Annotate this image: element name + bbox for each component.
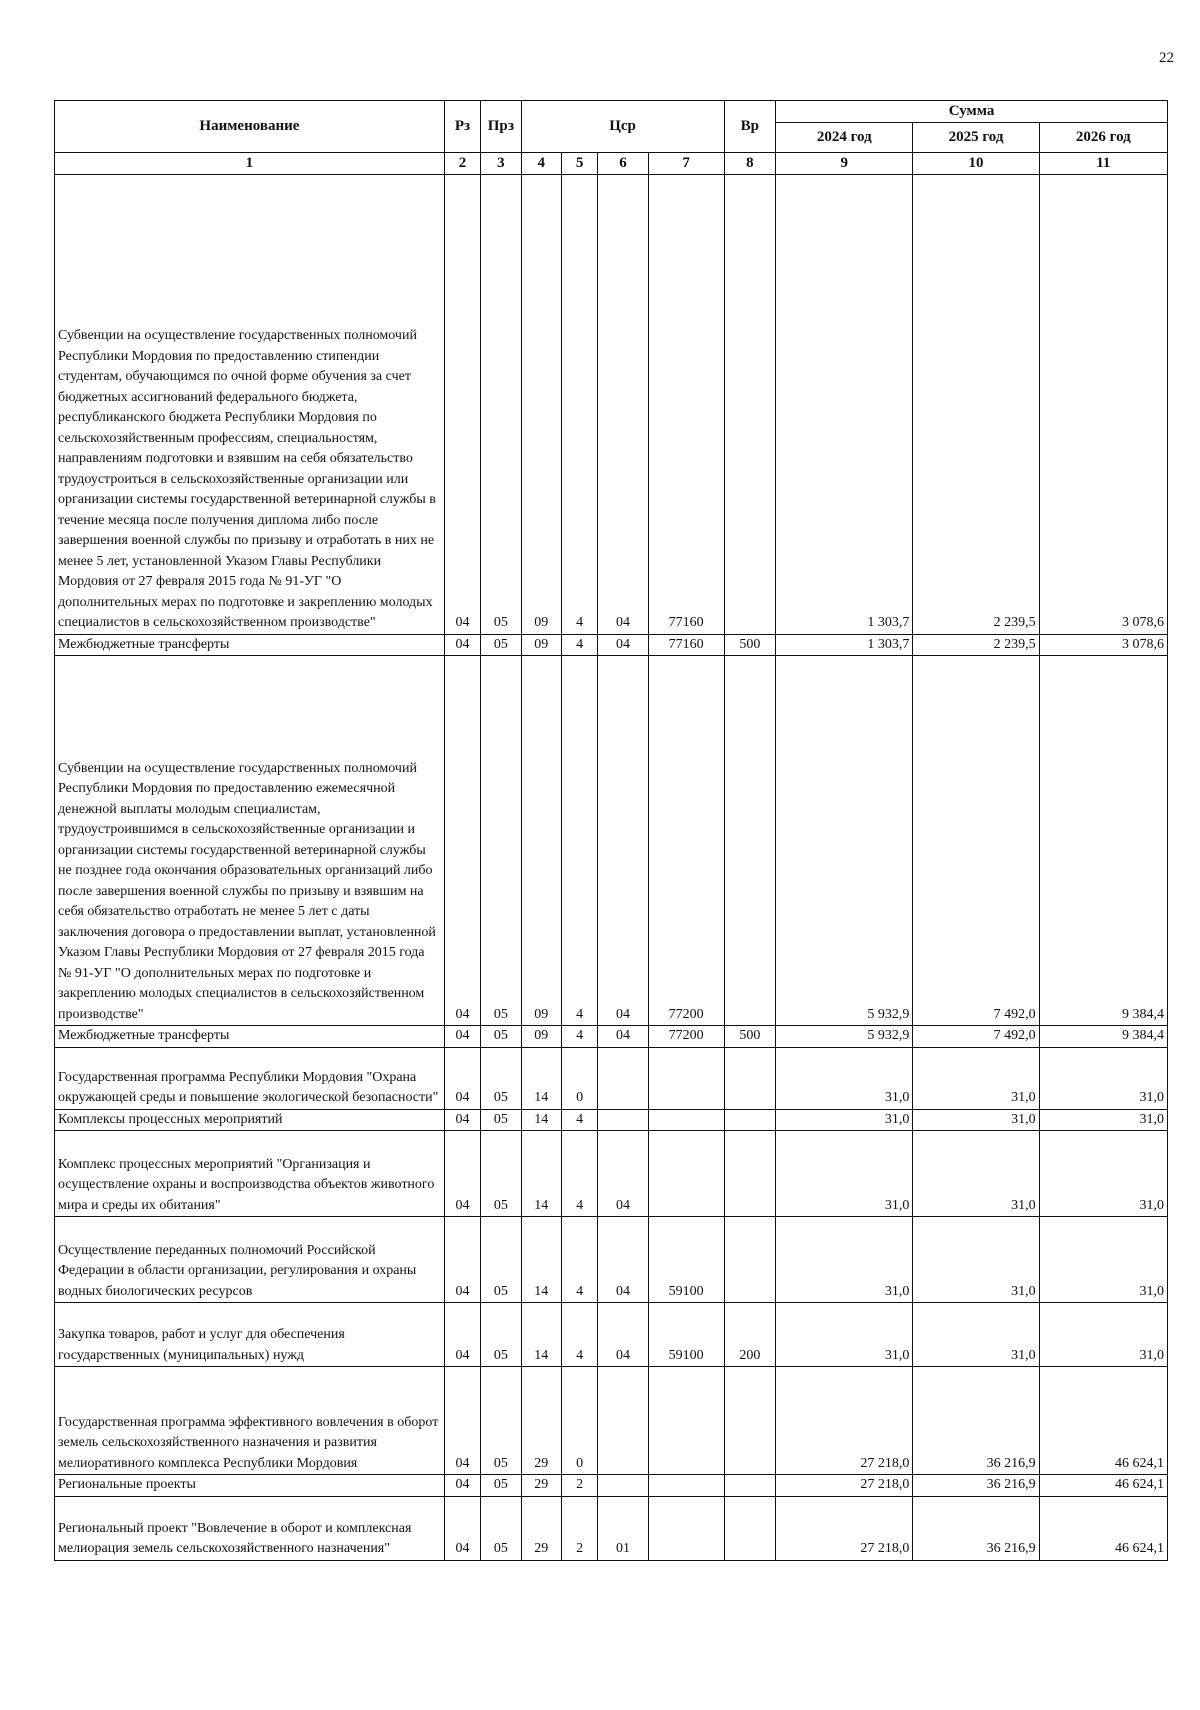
row-name-cell: Государственная программа эффективного вовлечения в оборот земель сельскохозяйственного назначения и развития мелиоративного комплекса Республики Мордовия (55, 1367, 445, 1475)
table-row (55, 1109, 1168, 1131)
row-name-cell: Межбюджетные трансферты (55, 1026, 445, 1048)
page-number: 22 (1159, 50, 1174, 66)
table-row (55, 1026, 1168, 1048)
budget-table (54, 100, 1168, 1561)
csr-part1-cell: 29 (521, 1475, 561, 1497)
table-row (55, 634, 1168, 656)
row-name-cell: Региональные проекты (55, 1475, 445, 1497)
amount-2025-cell: 2 239,5 (913, 634, 1039, 656)
csr-part1-cell: 09 (521, 634, 561, 656)
amount-2024-cell: 27 218,0 (776, 1496, 913, 1560)
csr-part2-cell: 4 (561, 174, 597, 634)
header-vr: Вр (724, 101, 776, 153)
prz-cell: 05 (481, 1367, 521, 1475)
csr-part2-cell: 0 (561, 1367, 597, 1475)
csr-part1-cell: 29 (521, 1496, 561, 1560)
csr-part1-cell: 09 (521, 1026, 561, 1048)
csr-part1-cell: 29 (521, 1367, 561, 1475)
amount-2024-cell: 5 932,9 (776, 656, 913, 1026)
column-index: 10 (913, 153, 1039, 175)
csr-part2-cell: 4 (561, 1026, 597, 1048)
amount-2025-cell: 31,0 (913, 1047, 1039, 1109)
column-index: 2 (444, 153, 480, 175)
amount-2025-cell: 2 239,5 (913, 174, 1039, 634)
amount-2025-cell: 31,0 (913, 1303, 1039, 1367)
amount-2026-cell: 31,0 (1039, 1303, 1167, 1367)
csr-code-cell (648, 1131, 724, 1217)
csr-part3-cell (598, 1047, 648, 1109)
header-year-2024: 2024 год (776, 123, 913, 153)
vr-cell: 500 (724, 1026, 776, 1048)
column-index: 3 (481, 153, 521, 175)
header-sum: Сумма (776, 101, 1168, 123)
prz-cell: 05 (481, 1131, 521, 1217)
rz-cell: 04 (444, 1217, 480, 1303)
header-year-2025: 2025 год (913, 123, 1039, 153)
column-index: 7 (648, 153, 724, 175)
rz-cell: 04 (444, 1109, 480, 1131)
csr-part1-cell: 09 (521, 174, 561, 634)
csr-code-cell (648, 1367, 724, 1475)
row-name-cell: Комплекс процессных мероприятий "Организация и осуществление охраны и воспроизводства объектов животного мира и среды их обитания" (55, 1131, 445, 1217)
row-name-cell: Осуществление переданных полномочий Российской Федерации в области организации, регулирования и охраны водных биологических ресурсов (55, 1217, 445, 1303)
csr-part3-cell (598, 1475, 648, 1497)
vr-cell (724, 1475, 776, 1497)
amount-2025-cell: 31,0 (913, 1217, 1039, 1303)
csr-part3-cell: 04 (598, 1131, 648, 1217)
rz-cell: 04 (444, 1047, 480, 1109)
prz-cell: 05 (481, 1496, 521, 1560)
csr-code-cell (648, 1475, 724, 1497)
amount-2026-cell: 3 078,6 (1039, 634, 1167, 656)
table-row (55, 1217, 1168, 1303)
csr-part3-cell: 04 (598, 174, 648, 634)
rz-cell: 04 (444, 1496, 480, 1560)
prz-cell: 05 (481, 634, 521, 656)
row-name-cell: Закупка товаров, работ и услуг для обеспечения государственных (муниципальных) нужд (55, 1303, 445, 1367)
row-name-cell: Государственная программа Республики Мордовия "Охрана окружающей среды и повышение экологической безопасности" (55, 1047, 445, 1109)
csr-code-cell: 77200 (648, 1026, 724, 1048)
table-row (55, 1475, 1168, 1497)
vr-cell (724, 656, 776, 1026)
prz-cell: 05 (481, 1475, 521, 1497)
row-name-cell: Комплексы процессных мероприятий (55, 1109, 445, 1131)
table-row (55, 1131, 1168, 1217)
prz-cell: 05 (481, 1047, 521, 1109)
csr-code-cell: 59100 (648, 1303, 724, 1367)
vr-cell (724, 1367, 776, 1475)
row-name-cell: Межбюджетные трансферты (55, 634, 445, 656)
vr-cell (724, 174, 776, 634)
csr-part2-cell: 2 (561, 1496, 597, 1560)
csr-part2-cell: 0 (561, 1047, 597, 1109)
amount-2026-cell: 9 384,4 (1039, 1026, 1167, 1048)
amount-2025-cell: 36 216,9 (913, 1475, 1039, 1497)
header-name: Наименование (55, 101, 445, 153)
rz-cell: 04 (444, 1475, 480, 1497)
table-body (55, 174, 1168, 1560)
amount-2025-cell: 31,0 (913, 1109, 1039, 1131)
row-name-cell: Субвенции на осуществление государственных полномочий Республики Мордовия по предоставлению ежемесячной денежной выплаты молодым специалистам, трудоустроившимся в сельскохозяйственные организации и организации системы государственной ветеринарной службы не позднее года окончания образовательных организаций либо после завершения военной службы по призыву и взявшим на себя обязательство отработать не менее 5 лет с даты заключения договора о предоставлении выплат, установленной Указом Главы Республики Мордовия от 27 февраля 2015 года № 91-УГ "О дополнительных мерах по подготовке и закреплению молодых специалистов в сельскохозяйственном производстве" (55, 656, 445, 1026)
amount-2025-cell: 7 492,0 (913, 656, 1039, 1026)
amount-2026-cell: 46 624,1 (1039, 1475, 1167, 1497)
vr-cell: 500 (724, 634, 776, 656)
vr-cell (724, 1047, 776, 1109)
prz-cell: 05 (481, 174, 521, 634)
rz-cell: 04 (444, 1303, 480, 1367)
csr-part3-cell: 04 (598, 1303, 648, 1367)
amount-2024-cell: 27 218,0 (776, 1367, 913, 1475)
prz-cell: 05 (481, 1109, 521, 1131)
csr-part2-cell: 4 (561, 634, 597, 656)
vr-cell (724, 1109, 776, 1131)
prz-cell: 05 (481, 1217, 521, 1303)
prz-cell: 05 (481, 1026, 521, 1048)
header-prz: Прз (481, 101, 521, 153)
column-index: 6 (598, 153, 648, 175)
amount-2024-cell: 31,0 (776, 1217, 913, 1303)
amount-2026-cell: 31,0 (1039, 1109, 1167, 1131)
column-index: 11 (1039, 153, 1167, 175)
csr-part2-cell: 4 (561, 1131, 597, 1217)
column-index: 5 (561, 153, 597, 175)
rz-cell: 04 (444, 656, 480, 1026)
csr-part2-cell: 4 (561, 1303, 597, 1367)
amount-2024-cell: 27 218,0 (776, 1475, 913, 1497)
csr-part3-cell: 04 (598, 634, 648, 656)
csr-part3-cell (598, 1367, 648, 1475)
csr-part1-cell: 14 (521, 1047, 561, 1109)
amount-2026-cell: 31,0 (1039, 1131, 1167, 1217)
amount-2026-cell: 3 078,6 (1039, 174, 1167, 634)
csr-code-cell: 59100 (648, 1217, 724, 1303)
column-index: 8 (724, 153, 776, 175)
column-index: 9 (776, 153, 913, 175)
csr-code-cell: 77160 (648, 174, 724, 634)
csr-code-cell (648, 1047, 724, 1109)
csr-part3-cell (598, 1109, 648, 1131)
csr-code-cell: 77200 (648, 656, 724, 1026)
amount-2025-cell: 7 492,0 (913, 1026, 1039, 1048)
table-row (55, 1367, 1168, 1475)
header-csr: Цср (521, 101, 724, 153)
row-name-cell: Субвенции на осуществление государственных полномочий Республики Мордовия по предоставлению стипендии студентам, обучающимся по очной форме обучения за счет бюджетных ассигнований федерального бюджета, республиканского бюджета Республики Мордовия по сельскохозяйственным профессиям, специальностям, направлениям подготовки и взявшим на себя обязательство трудоустроиться в сельскохозяйственные организации или организации системы государственной ветеринарной службы в течение месяца после получения диплома либо после завершения военной службы по призыву и отработать в них не менее 5 лет, установленной Указом Главы Республики Мордовия от 27 февраля 2015 года № 91-УГ "О дополнительных мерах по подготовке и закреплению молодых специалистов в сельскохозяйственном производстве" (55, 174, 445, 634)
table-row (55, 1303, 1168, 1367)
csr-part2-cell: 2 (561, 1475, 597, 1497)
amount-2024-cell: 31,0 (776, 1109, 913, 1131)
amount-2024-cell: 1 303,7 (776, 634, 913, 656)
csr-part3-cell: 04 (598, 1026, 648, 1048)
csr-part1-cell: 09 (521, 656, 561, 1026)
csr-code-cell: 77160 (648, 634, 724, 656)
amount-2025-cell: 36 216,9 (913, 1496, 1039, 1560)
vr-cell (724, 1217, 776, 1303)
csr-part2-cell: 4 (561, 1217, 597, 1303)
table-row (55, 656, 1168, 1026)
vr-cell (724, 1131, 776, 1217)
table-row (55, 1047, 1168, 1109)
csr-part3-cell: 04 (598, 656, 648, 1026)
amount-2025-cell: 31,0 (913, 1131, 1039, 1217)
header-rz: Рз (444, 101, 480, 153)
csr-part1-cell: 14 (521, 1131, 561, 1217)
csr-part2-cell: 4 (561, 656, 597, 1026)
csr-part2-cell: 4 (561, 1109, 597, 1131)
vr-cell: 200 (724, 1303, 776, 1367)
column-index: 1 (55, 153, 445, 175)
csr-code-cell (648, 1496, 724, 1560)
amount-2024-cell: 31,0 (776, 1131, 913, 1217)
prz-cell: 05 (481, 656, 521, 1026)
vr-cell (724, 1496, 776, 1560)
csr-part1-cell: 14 (521, 1303, 561, 1367)
rz-cell: 04 (444, 1026, 480, 1048)
csr-part1-cell: 14 (521, 1217, 561, 1303)
row-name-cell: Региональный проект "Вовлечение в оборот и комплексная мелиорация земель сельскохозяйственного назначения" (55, 1496, 445, 1560)
amount-2025-cell: 36 216,9 (913, 1367, 1039, 1475)
table-row (55, 174, 1168, 634)
column-index: 4 (521, 153, 561, 175)
column-index-row (55, 153, 1168, 175)
amount-2026-cell: 31,0 (1039, 1047, 1167, 1109)
amount-2024-cell: 31,0 (776, 1303, 913, 1367)
rz-cell: 04 (444, 1131, 480, 1217)
prz-cell: 05 (481, 1303, 521, 1367)
csr-code-cell (648, 1109, 724, 1131)
amount-2026-cell: 46 624,1 (1039, 1367, 1167, 1475)
amount-2026-cell: 9 384,4 (1039, 656, 1167, 1026)
csr-part3-cell: 01 (598, 1496, 648, 1560)
amount-2026-cell: 31,0 (1039, 1217, 1167, 1303)
rz-cell: 04 (444, 174, 480, 634)
amount-2024-cell: 5 932,9 (776, 1026, 913, 1048)
csr-part3-cell: 04 (598, 1217, 648, 1303)
csr-part1-cell: 14 (521, 1109, 561, 1131)
amount-2026-cell: 46 624,1 (1039, 1496, 1167, 1560)
header-year-2026: 2026 год (1039, 123, 1167, 153)
amount-2024-cell: 31,0 (776, 1047, 913, 1109)
rz-cell: 04 (444, 1367, 480, 1475)
amount-2024-cell: 1 303,7 (776, 174, 913, 634)
table-row (55, 1496, 1168, 1560)
rz-cell: 04 (444, 634, 480, 656)
